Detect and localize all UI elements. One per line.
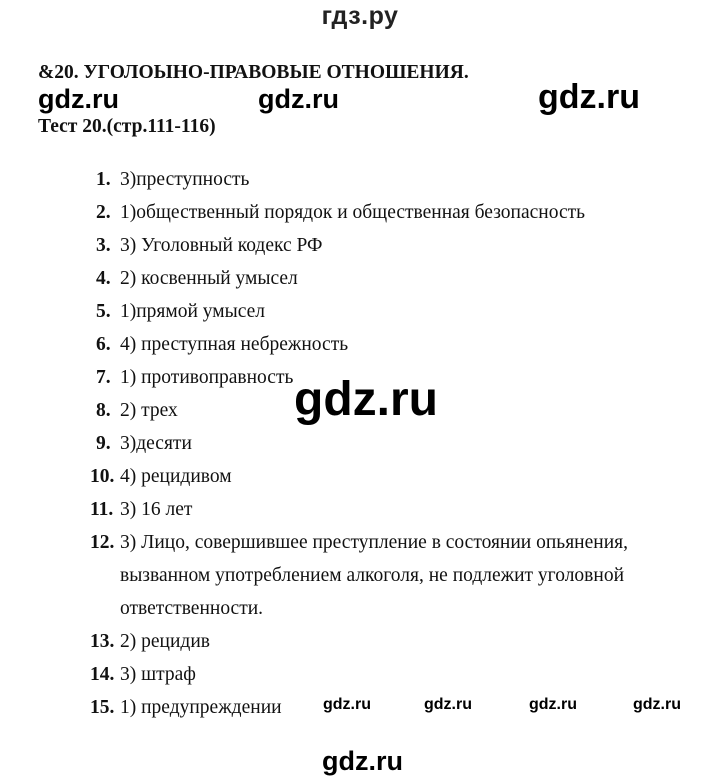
answer-text: 3) Уголовный кодекс РФ	[120, 235, 323, 256]
answer-row	[0, 460, 720, 493]
answer-text: 3)преступность	[120, 169, 250, 190]
watermark: gdz.ru	[424, 696, 472, 713]
watermark: gdz.ru	[294, 373, 438, 426]
site-title: гдз.ру	[321, 2, 399, 30]
answer-number: 11.	[90, 499, 114, 520]
answer-row	[0, 196, 720, 229]
answer-text: 2) трех	[120, 400, 178, 421]
watermark: gdz.ru	[322, 746, 403, 776]
watermark: gdz.ru	[38, 84, 119, 114]
answer-number: 12.	[90, 532, 115, 553]
answer-number: 1.	[96, 169, 111, 190]
answer-number: 2.	[96, 202, 111, 223]
answer-row	[0, 229, 720, 262]
answer-row	[0, 526, 720, 625]
answer-number: 3.	[96, 235, 111, 256]
answer-text: 1)общественный порядок и общественная безопасность	[120, 202, 586, 223]
watermark: gdz.ru	[529, 696, 577, 713]
test-subheading: Тест 20.(стр.111-116)	[38, 116, 216, 137]
answer-text: 3) 16 лет	[120, 499, 193, 520]
watermark: gdz.ru	[258, 84, 339, 114]
answer-row	[0, 262, 720, 295]
answer-number: 4.	[96, 268, 111, 289]
watermark: gdz.ru	[633, 696, 681, 713]
answer-text: 1) предупреждении	[120, 697, 282, 718]
answer-text: 3)десяти	[120, 433, 192, 454]
answer-number: 7.	[96, 367, 111, 388]
answer-text: 1) противоправность	[120, 367, 294, 388]
answer-number: 8.	[96, 400, 111, 421]
answer-number: 6.	[96, 334, 111, 355]
section-heading: &20. УГОЛОЫНО-ПРАВОВЫЕ ОТНОШЕНИЯ.	[38, 62, 469, 83]
answer-number: 15.	[90, 697, 115, 718]
answer-text: 4) рецидивом	[120, 466, 232, 487]
answer-text: 3) Лицо, совершившее преступление в состоянии опьянения, вызванном употреблением алкоголя, не подлежит уголовной ответственности.	[120, 532, 628, 619]
answer-text: 3) штраф	[120, 664, 196, 685]
answer-text: 2) косвенный умысел	[120, 268, 298, 289]
answer-text: 1)прямой умысел	[120, 301, 266, 322]
watermark: gdz.ru	[323, 696, 371, 713]
answer-number: 14.	[90, 664, 115, 685]
watermark: gdz.ru	[538, 78, 640, 116]
answer-text: 4) преступная небрежность	[120, 334, 349, 355]
answer-row	[0, 427, 720, 460]
answer-row	[0, 493, 720, 526]
answer-number: 13.	[90, 631, 115, 652]
answer-number: 10.	[90, 466, 115, 487]
answer-row	[0, 328, 720, 361]
answer-row	[0, 295, 720, 328]
answers-list	[0, 163, 720, 724]
answer-row	[0, 163, 720, 196]
answer-row	[0, 625, 720, 658]
answer-text: 2) рецидив	[120, 631, 210, 652]
answer-number: 5.	[96, 301, 111, 322]
answer-row	[0, 658, 720, 691]
answer-number: 9.	[96, 433, 111, 454]
